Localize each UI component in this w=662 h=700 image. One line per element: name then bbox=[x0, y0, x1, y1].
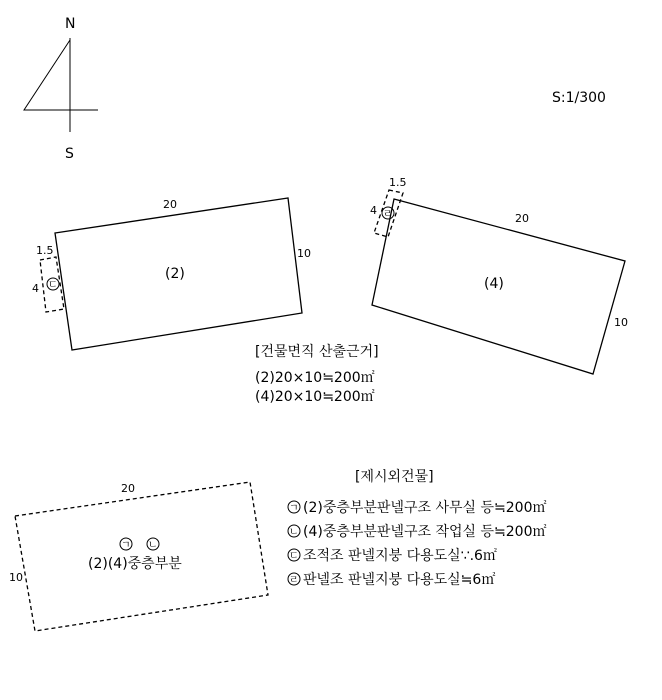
legend-item-1: (2)중층부분판넬구조 사무실 등≒200㎡ bbox=[303, 500, 547, 516]
building-4-annex-dim-top: 1.5 bbox=[389, 176, 407, 189]
mezzanine-mark-2: ㄴ bbox=[148, 540, 158, 551]
mezzanine-dim-top: 20 bbox=[121, 482, 135, 495]
legend-heading: [제시외건물] bbox=[355, 469, 434, 485]
mezzanine-dim-left: 10 bbox=[9, 571, 23, 584]
building-2-dim-top: 20 bbox=[163, 198, 177, 211]
legend-item-2: (4)중층부분판넬구조 작업실 등≒200㎡ bbox=[303, 524, 547, 540]
building-4 bbox=[370, 176, 628, 374]
north-label: N bbox=[65, 16, 76, 32]
building-2-annex-mark: ㄷ bbox=[48, 280, 58, 291]
legend-mark-2: ㄴ bbox=[289, 527, 299, 538]
mezzanine-label: (2)(4)중층부분 bbox=[88, 556, 182, 572]
building-4-dim-right: 10 bbox=[614, 316, 628, 329]
building-4-annex-dim-side: 4 bbox=[370, 204, 377, 217]
building-2-annex-dim-top: 1.5 bbox=[36, 244, 54, 257]
building-2-label: (2) bbox=[165, 266, 185, 282]
legend-mark-4: ㄹ bbox=[289, 575, 299, 586]
calc-line-1: (2)20×10≒200㎡ bbox=[255, 370, 375, 386]
legend-mark-1: ㄱ bbox=[289, 503, 299, 514]
legend bbox=[288, 468, 547, 588]
calc-heading: [건물면직 산출근거] bbox=[255, 344, 379, 360]
north-arrow bbox=[24, 16, 98, 162]
mezzanine-area bbox=[9, 482, 268, 631]
south-label: S bbox=[65, 146, 74, 162]
scale-label: S:1/300 bbox=[552, 90, 606, 106]
building-2-dim-right: 10 bbox=[297, 247, 311, 260]
building-2-annex-dim-side: 4 bbox=[32, 282, 39, 295]
legend-mark-3: ㄷ bbox=[289, 551, 299, 562]
legend-item-4: 판넬조 판넬지붕 다용도실≒6㎡ bbox=[303, 572, 496, 588]
mezzanine-mark-1: ㄱ bbox=[121, 540, 131, 551]
building-2 bbox=[32, 198, 311, 350]
area-calculation bbox=[255, 343, 379, 405]
legend-item-3: 조적조 판넬지붕 다용도실∵.6㎡ bbox=[303, 548, 497, 564]
building-4-annex-mark: ㄹ bbox=[383, 209, 393, 220]
calc-line-2: (4)20×10≒200㎡ bbox=[255, 389, 375, 405]
building-4-dim-top: 20 bbox=[515, 212, 529, 225]
building-4-label: (4) bbox=[484, 276, 504, 292]
